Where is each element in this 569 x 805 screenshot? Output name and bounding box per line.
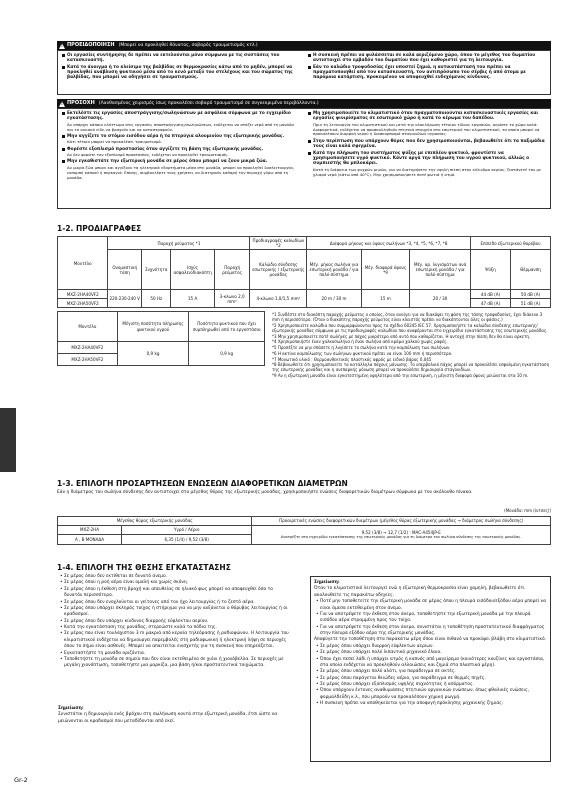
bullet-text: Μην εγκαθιστάτε την εξωτερική μονάδα σε μέρος όπου μπορεί να ζουν μικρά ζώα. xyxy=(67,159,268,165)
list-item: • Ποτέ μην τοποθετείτε την εξωτερική μονάδα σε μέρος όπου η πλευρά εισόδου/εξόδου αέρα μπορεί να είναι άμεσα εκτεθειμένη στον άνεμο. xyxy=(314,599,547,612)
footnote: *1 Συνδέστε στο διακόπτη παροχής ρεύματος ο οποίος, όταν ανοίγει για να διακόψει τη φάση της τάσης τροφοδοσίας, έχει διάκενο 3 mm ή περισσότερο. (Όταν ο διακόπτης παροχής ρεύματος είναι κλειστός πρέπει να διακόπτονται όλες οι φάσεις.) xyxy=(272,312,543,323)
caution-subtitle: (Λανθασμένος χειρισμός ίσως προκαλέσει σοβαρό τραυματισμό σε συγκεκριμένο περιβάλλοντα.) xyxy=(98,101,319,106)
footnote: *7 Μονωτικό υλικό : Θερμοανθεκτικός πλαστικός αφρός με ειδικό βάρος 0,045 xyxy=(272,356,432,362)
bullet-note: Αν δεν φοράτε τον εξοπλισμό προστασίας, ενδέχεται να προκληθεί τραυματισμός. xyxy=(67,152,229,158)
list-item: • Η συσκευή πρέπει να αποθηκεύεται για την αποφυγή πρόκλησης μηχανικής ζημιάς. xyxy=(314,701,547,707)
list-item: • Σε μέρος όπου παράγεται θειώδες αέριο, για παράδειγμα σε θερμές πηγές. xyxy=(314,676,547,682)
list-item: • Κατά την εγκατάσταση της μονάδας, στερεώστε καλά τα πόδια της. xyxy=(58,625,290,631)
bullet-text: Η συσκευή πρέπει να φυλάσσεται σε καλά αεριζόμενο χώρο, όπου το μέγεθος του δωματίου αντιστοιχεί στο εμβαδόν του δωματίου που έχει καθοριστεί για τη λειτουργία. xyxy=(313,53,536,64)
bullet-item xyxy=(62,65,300,81)
col-port-size: Μέγεθος θύρας εξωτερικής μονάδας xyxy=(58,517,252,526)
table-row: MXZ-2HA50VF2 xyxy=(58,354,265,366)
warning-left-column xyxy=(62,53,300,82)
list-item: • Σε μέρος όπου η ροή αέρα είναι ομαλή και χωρίς σκόνη. xyxy=(58,580,290,586)
square-bullet-icon xyxy=(308,140,311,143)
list-item: • Σε μέρος όπου δεν υπάρχει κίνδυνος διαρροής εύφλεκτου αερίου. xyxy=(58,619,290,625)
noise-group-header: Επίπεδο εξωτερικού θορύβου xyxy=(471,237,551,250)
caution-label: ΠΡΟΣΟΧΗ xyxy=(67,100,95,106)
col-factory-charge: Ποσότητα ψυκτικού που έχει συμπληρωθεί από το εργοστάσιο xyxy=(189,312,265,342)
col-cooling: Ψύξη xyxy=(471,250,511,290)
col-bends: Μέγ. αρ. λυγισμάτων ανά εσωτερική μονάδα / για πολύ-σύστημα xyxy=(410,250,471,290)
col-breaker: Ισχύς ασφαλειοδιακόπτη xyxy=(171,250,214,290)
refrigerant-table xyxy=(57,311,265,366)
bullet-item xyxy=(62,111,300,122)
warning-right-column xyxy=(308,53,546,82)
table-row: MXZ-2HA40VF2 220-230-240 V 50 Hz 15 A 3-κλωνο 2,0 mm² 4-κλωνο 1,0/1,5 mm² 20 m / 30 m 15 m 20 / 30 44 dB (A) 50 dB (A) xyxy=(58,290,551,299)
bullet-text: Μη χρησιμοποιείτε το κλιματιστικό όταν πραγματοποιούνται κατασκευαστικές εργασίες και εργασίες φινιρίσματος σε εσωτερικό χώρο ή κατά το κέρωμα του δαπέδου. xyxy=(313,111,538,122)
bullet-text: Στην περίπτωση που υπάρχουν θύρες που δεν χρησιμοποιούνται, βεβαιωθείτε ότι τα παξιμάδια τους είναι καλά σφιγμένα. xyxy=(313,138,545,150)
warning-subtitle: (Μπορεί να προκληθεί θάνατος, σοβαρός τραυματισμός κτλ.) xyxy=(118,43,258,48)
table-row: MXZ-2HA40VF2 0,9 kg 0,9 kg xyxy=(58,342,265,354)
bullet-text: Κατά το άνοιγμα ή το κλείσιμο της βαλβίδας σε θερμοκρασίες κάτω από το μηδέν, μπορεί να προκληθεί ανάβλυση ψυκτικού μέσα από το κενό μεταξύ του στελέχους και του σώματος της βαλβίδας, που μπορεί να οδηγήσει σε τραυματισμούς. xyxy=(67,64,293,81)
page-number: Gr-2 xyxy=(14,776,28,784)
location-note: Σημείωση: Συνιστάται η δημιουργία ενός βρόχου στη σωλήνωση κοντά στην εξωτερική μονάδα, έτσι ώστε να μειώνονται οι κραδασμοί που μεταδίδονται από εκεί. xyxy=(58,706,278,724)
col-model: Μοντέλο xyxy=(58,312,118,342)
table-row: A , B ΜΟΝΑΔΑ 6,35 (1/4) / 9,52 (3/8) xyxy=(58,535,551,545)
joints-table xyxy=(57,516,551,545)
joints-intro: Εάν η διάμετρος του σωλήνα σύνδεσης δεν αντιστοιχεί στο μέγεθος θύρας της εξωτερικής μονάδας, χρησιμοποιήστε ενώσεις διαφορετικών διαμέτρων σύμφωνα με τον ακόλουθο πίνακα. xyxy=(57,490,473,495)
col-joint: Προαιρετικές ενώσεις διαφορετικών διαμέτρων (μέγεθος θύρας εξωτερικής μονάδας → διάμετρος σωλήνα σύνδεσης) xyxy=(252,517,551,526)
pipe-group-header: Διάφορά μήκους και ύψους σωλήνων *3, *4, *5, *6, *7, *8 xyxy=(307,237,471,250)
col-max-length: Μέγ. μήκος σωλήνα για εσωτερική μονάδα / για πολύ-σύστημα xyxy=(307,250,362,290)
wire-group-header: Προδιαγραφές καλωδίων *2 xyxy=(250,237,307,250)
square-bullet-icon xyxy=(308,112,311,115)
caution-right-column xyxy=(308,111,546,182)
footnote: *3 Μην χρησιμοποιείτε ποτέ σωλήνες με πάχος μικρότερο από αυτό που καθορίζεται. Η αντοχή στην πίεση δεν θα είναι αρκετή. xyxy=(272,333,531,339)
bullet-text: Φορέστε εξοπλισμό προστασίας όταν αγγίζετε τη βάση της εξωτερικής μονάδας. xyxy=(67,146,264,152)
list-item: • Σε μέρος όπου υπάρχει διαρροή εύφλεκτων αερίων. xyxy=(314,644,547,650)
footnote: *5 Προσέξτε να μην σπάσετε ή λυγίσετε το σωλήνα κατά την καμπύλωση των σωλήνων. xyxy=(272,345,451,351)
specs-heading: 1-2. ΠΡΟΔΙΑΓΡΑΦΕΣ xyxy=(57,224,142,233)
square-bullet-icon xyxy=(62,148,65,151)
bullet-item xyxy=(308,111,546,122)
list-item: • Τοποθετήστε τη μονάδα σε σημείο που δεν είναι εκτεθειμένο σε χιόνι ή χιονόβελλα. Σε περιοχές με μεγάλη χιονόπτωση, τοποθετήστε μια μαρκίζα, μια βάση ή/και προστατευτικά τοιχώματα. xyxy=(58,657,290,670)
list-item: • Σε μέρος όπου υπάρχει εξοπλισμός υψηλής συχνότητας ή ασύρματος. xyxy=(314,682,547,688)
warning-header xyxy=(57,41,551,50)
col-heating: Θέρμανση xyxy=(511,250,551,290)
footnote: *9 Αν η εξωτερική μονάδα είναι εγκατεστημένη υψηλότερα από την εσωτερική, η μέγιστη διαφορά ύψους μειώνεται στα 10 m. xyxy=(272,373,529,379)
bullet-text: Εκτελέστε τις εργασίες αποστράγγισης/σωληνώσεων με ασφάλεια σύμφωνα με το εγχειρίδιο εγκατάστασης. xyxy=(67,111,291,122)
aside-intro: Όταν το κλιματιστικό λειτουργεί ενώ η εξωτερική θερμοκρασία είναι χαμηλή, βεβαιωθείτε ότι ακολουθείτε τις παρακάτω οδηγίες. xyxy=(314,586,525,598)
col-max-charge: Μέγιστη ποσότητα πλήρωσης ψυκτικού υγρού xyxy=(117,312,189,342)
bullet-item xyxy=(308,151,546,167)
col-supply: Παροχή ρεύματος xyxy=(214,250,250,290)
caution-triangle-icon xyxy=(59,101,65,107)
list-item: • Σε μέρος όπου υπάρχει πολύ αλάτι, για παράδειγμα σε ακτές. xyxy=(314,669,547,675)
list-item: • Σε μέρος όπου η έκθεση στη βροχή και απευθείας σε ηλιακό φως μπορεί να αποφευχθεί όσο το δυνατόν περισσότερο. xyxy=(58,587,290,600)
list-item: • Όπου υπάρχουν έντονες αναθυμιάσεις πτητικών οργανικών ενώσεων, όπως φθαλικές ενώσεις, φορμαλδεΰδη κ.λ., που μπορούν να προκαλέσουν χημική ρωγμή. xyxy=(314,688,547,701)
warning-triangle-icon xyxy=(59,43,65,49)
location-bullets xyxy=(58,574,290,670)
joints-heading: 1-3. ΕΠΙΛΟΓΗ ΠΡΟΣΑΡΤΗΣΕΩΝ ΕΝΩΣΕΩΝ ΔΙΑΦΟΡΕΤΙΚΩΝ ΔΙΑΜΕΤΡΩΝ xyxy=(57,479,348,488)
list-item: • Σε μέρος όπου υπάρχει πολύ λιπαντικό μηχανικό έλαιο. xyxy=(314,650,547,656)
col-freq: Συχνότητα xyxy=(142,250,171,290)
aside-text: Αποφύγετε την τοποθέτηση στα παρακάτω μέρη όπου είναι πιθανό να προκύψει βλάβη στο κλιματιστικό. xyxy=(314,637,547,643)
square-bullet-icon xyxy=(62,112,65,115)
bullet-text: Κατά την πλήρωση του συστήματος ψύξης με επιπλέον ψυκτικό, φροντίστε να χρησιμοποιήσετε υγρό ψυκτικό. Κάντε αργά την πλήρωση του υγρού ψυκτικού, αλλιώς ο συμπιεστής θα μπλοκάρει. xyxy=(313,150,530,167)
footnote: *2 Χρησιμοποιείτε καλώδια που συμμορφώνονται προς το σχέδιο 60245 IEC 57. Χρησιμοποιήστε τα καλώδια σύνδεσης εσωτερικής/εξωτερικής μονάδας σύμφωνα με τις προδιαγραφές καλωδίου που αναφέρονται στο εγχειρίδιο εγκατάστασης της εσωτερικής μονάδας. xyxy=(272,322,548,334)
col-voltage: Ονομαστική τάση xyxy=(108,250,142,290)
specs-table xyxy=(57,236,551,308)
aside-title: Σημείωση: xyxy=(314,580,340,585)
bullet-note: Πριν τη λειτουργία του κλιματιστικού και μετά την ολοκλήρωση τέτοιου είδους εργασιών, αερίστε το χώρο καλά. Διαφορετικά, ενδέχεται να προσκολληθούν πτητικά στοιχεία στο εσωτερικό του κλιματιστικού, τα οποία μπορεί να προκαλέσουν διαρροή νερού ή διασκορπισμό σταγονιδίων υγρασίας. xyxy=(313,121,540,137)
footnote: *6 Η ακτίνα καμπύλωσης των σωλήνων ψυκτικού πρέπει να είναι 100 mm ή περισσότερο. xyxy=(272,350,453,356)
list-item: • Για να αποτρέψετε την έκθεση στον άνεμο, τοποθετήστε την εξωτερική μονάδα με την πλευρά εισόδου αέρα στραμμένη προς τον τοίχο. xyxy=(314,612,547,625)
col-max-height: Μέγ. διαφορά ύψους *9 xyxy=(361,250,409,290)
square-bullet-icon xyxy=(308,66,311,69)
square-bullet-icon xyxy=(62,54,65,57)
square-bullet-icon xyxy=(62,66,65,69)
bullet-note: Κατά τη διάρκεια των ψυχρών μηνών, για να διατηρήσετε την υψηλή πίεση στον κύλινδρο αερίου, ζεστάνετέ τον με χλιαρό νερό (κάτω από 40°C). Μην χρησιμοποιήσετε ποτέ φωτιά ή ατμό. xyxy=(313,166,542,177)
square-bullet-icon xyxy=(62,135,65,138)
list-item: • Σε μέρος όπου υπάρχει σκληρός τοίχος ή στήριγμα για να μην αυξάνεται ο θόρυβος λειτουργίας ή οι κραδασμοί. xyxy=(58,606,290,619)
caution-box xyxy=(57,108,551,209)
footnote: *8 Βεβαιωθείτε ότι χρησιμοποιείτε τα κατάλληλα πάχους μόνωσης. Το υπερβολικό πάχος μπορεί να προκαλέσει εσφαλμένη εγκατάσταση της εσωτερικής μονάδας και η ανεπαρκής μόνωση μπορεί να προκαλέσει δημιουργία σταγονιδίων. xyxy=(272,362,550,373)
table-row: MXZ-2HA Υγρό / Αέριο 9,52 (3/8) → 12,7 (1/2) : MAC-A454JP-E Ανατρέξτε στο εγχειρίδιο εγκατάστασης της εσωτερικής μονάδας για τη διάμετρο του σωλήνα σύνδεσης της εσωτερικής μονάδας. xyxy=(58,526,551,535)
list-item: • Εγκαταστήστε τη μονάδα οριζόντια. xyxy=(58,651,290,657)
list-item: • Σε μέρος όπου δεν εκτίθεται σε δυνατό άνεμο. xyxy=(58,574,290,580)
joint-value: 9,52 (3/8) → 12,7 (1/2) : MAC-A454JP-E xyxy=(361,530,441,536)
warning-label: ΠΡΟΕΙΔΟΠΟΙΗΣΗ xyxy=(67,42,115,48)
list-item: • Σε μέρος που είναι τουλάχιστον 3 m μακριά από κεραία τηλεόρασης ή ραδιοφώνου. Η λειτουργία του κλιματιστικού ενδέχεται να δημιουργεί παρεμβολές στη ραδιοφωνική ή ηλεκτρική λήψη σε περιοχές όπου το σήμα είναι ασθενές. Μπορεί να απαιτείται ενισχυτής για τη συσκευή που επηρεάζεται. xyxy=(58,631,290,650)
square-bullet-icon xyxy=(308,54,311,57)
col-model: Μοντέλο xyxy=(58,237,108,290)
bullet-item xyxy=(308,139,546,150)
warning-box xyxy=(57,50,551,95)
col-connection: Καλώδιο σύνδεσης εσωτερικής / εξωτερικής μονάδας xyxy=(250,250,307,290)
caution-header xyxy=(57,99,551,108)
list-item: • Για να αποτρέψετε την έκθεση στον άνεμο, συνιστάται η τοποθέτηση προστατευτικού διαφράγματος στην πλευρά εξόδου αέρα της εξωτερικής μονάδας. xyxy=(314,625,547,638)
bullet-text: Εάν το καλώδιο τροφοδοσίας έχει υποστεί ζημιά, η αντικατάστασή του πρέπει να πραγματοποιηθεί από τον κατασκευαστή, τον αντιπρόσωπο του σέρβις ή από άτομα με παρόμοια κατάρτιση, προκειμένου να αποφευχθεί ενδεχόμενος κίνδυνος. xyxy=(313,64,526,81)
bullet-note: Αν μικρά ζώα μπουν και αγγίξουν τα ηλεκτρικά εξαρτήματα μέσα στη μονάδα, μπορεί να προκληθεί δυσλειτουργία, εκπομπή καπνού ή πυρκαγιά. Επίσης, συμβουλέψτε τους χρήστες να διατηρούν καθαρή την περιοχή γύρω από τη μονάδα. xyxy=(67,164,295,180)
square-bullet-icon xyxy=(62,160,65,163)
bullet-text: Οι εργασίες συντήρησης δε πρέπει να εκτελούνται μόνο σύμφωνα με τις συστάσεις του κατασκευαστή. xyxy=(67,53,280,64)
location-aside-note xyxy=(310,576,551,762)
joint-note: Ανατρέξτε στο εγχειρίδιο εγκατάστασης της εσωτερικής μονάδας για τη διάμετρο του σωλήνα σύνδεσης της εσωτερικής μονάδας. xyxy=(280,535,522,540)
footnote: *4 Χρησιμοποιήστε έναν χαλκοσωλήνα ή έναν σωλήνα από κράμα χαλκού χωρίς ραφές. xyxy=(272,339,448,345)
bullet-note: Κάτι τέτοιο μπορεί να προκαλέσει τραυματισμό. xyxy=(67,139,162,145)
list-item: • Σε μέρος όπου δεν ενοχλούνται οι γείτονες από τον ήχο λειτουργίας ή το ζεστό αέρα. xyxy=(58,600,290,606)
bullet-item xyxy=(308,65,546,81)
specs-footnotes xyxy=(272,312,551,379)
square-bullet-icon xyxy=(308,152,311,155)
bullet-text: Μην αγγίζετε το στόμιο εισόδου αέρα ή τα πτερύγια αλουμινίου της εξωτερικής μονάδας. xyxy=(67,133,285,139)
caution-left-column xyxy=(62,111,300,182)
side-tab xyxy=(0,408,16,472)
bullet-item xyxy=(62,159,300,164)
table-row: MXZ-2HA50VF2 47 dB (A) 51 dB (A) xyxy=(58,299,551,308)
bullet-note: Αν υπάρχει κάποιο ελάττωμα στις εργασίες αποστράγγισης/σωληνώσεων, ενδέχεται να στάζει νερό από τη μονάδα και το οικιακό είδη να βραχούν και να καταστραφούν. xyxy=(67,121,294,132)
list-item: • Όπου έχει πεσεί λάδι ή υπάρχει ατμός ή καπνός από μαγείρεμα (κοινότερες κουζίνες και εργοστάσια, στα οποία ενδέχεται να προκληθούν αλλοιώσεις και ζημιά στα πλαστικά μέρη). xyxy=(314,657,547,670)
power-group-header: Παροχή ρεύματος *1 xyxy=(108,237,250,250)
unit-label: (Μονάδα: mm (ίντσες)) xyxy=(504,508,551,513)
bullet-item xyxy=(62,53,300,64)
bullet-item xyxy=(308,53,546,64)
location-heading: 1-4. ΕΠΙΛΟΓΗ ΤΗΣ ΘΕΣΗΣ ΕΓΚΑΤΑΣΤΑΣΗΣ xyxy=(57,563,231,572)
